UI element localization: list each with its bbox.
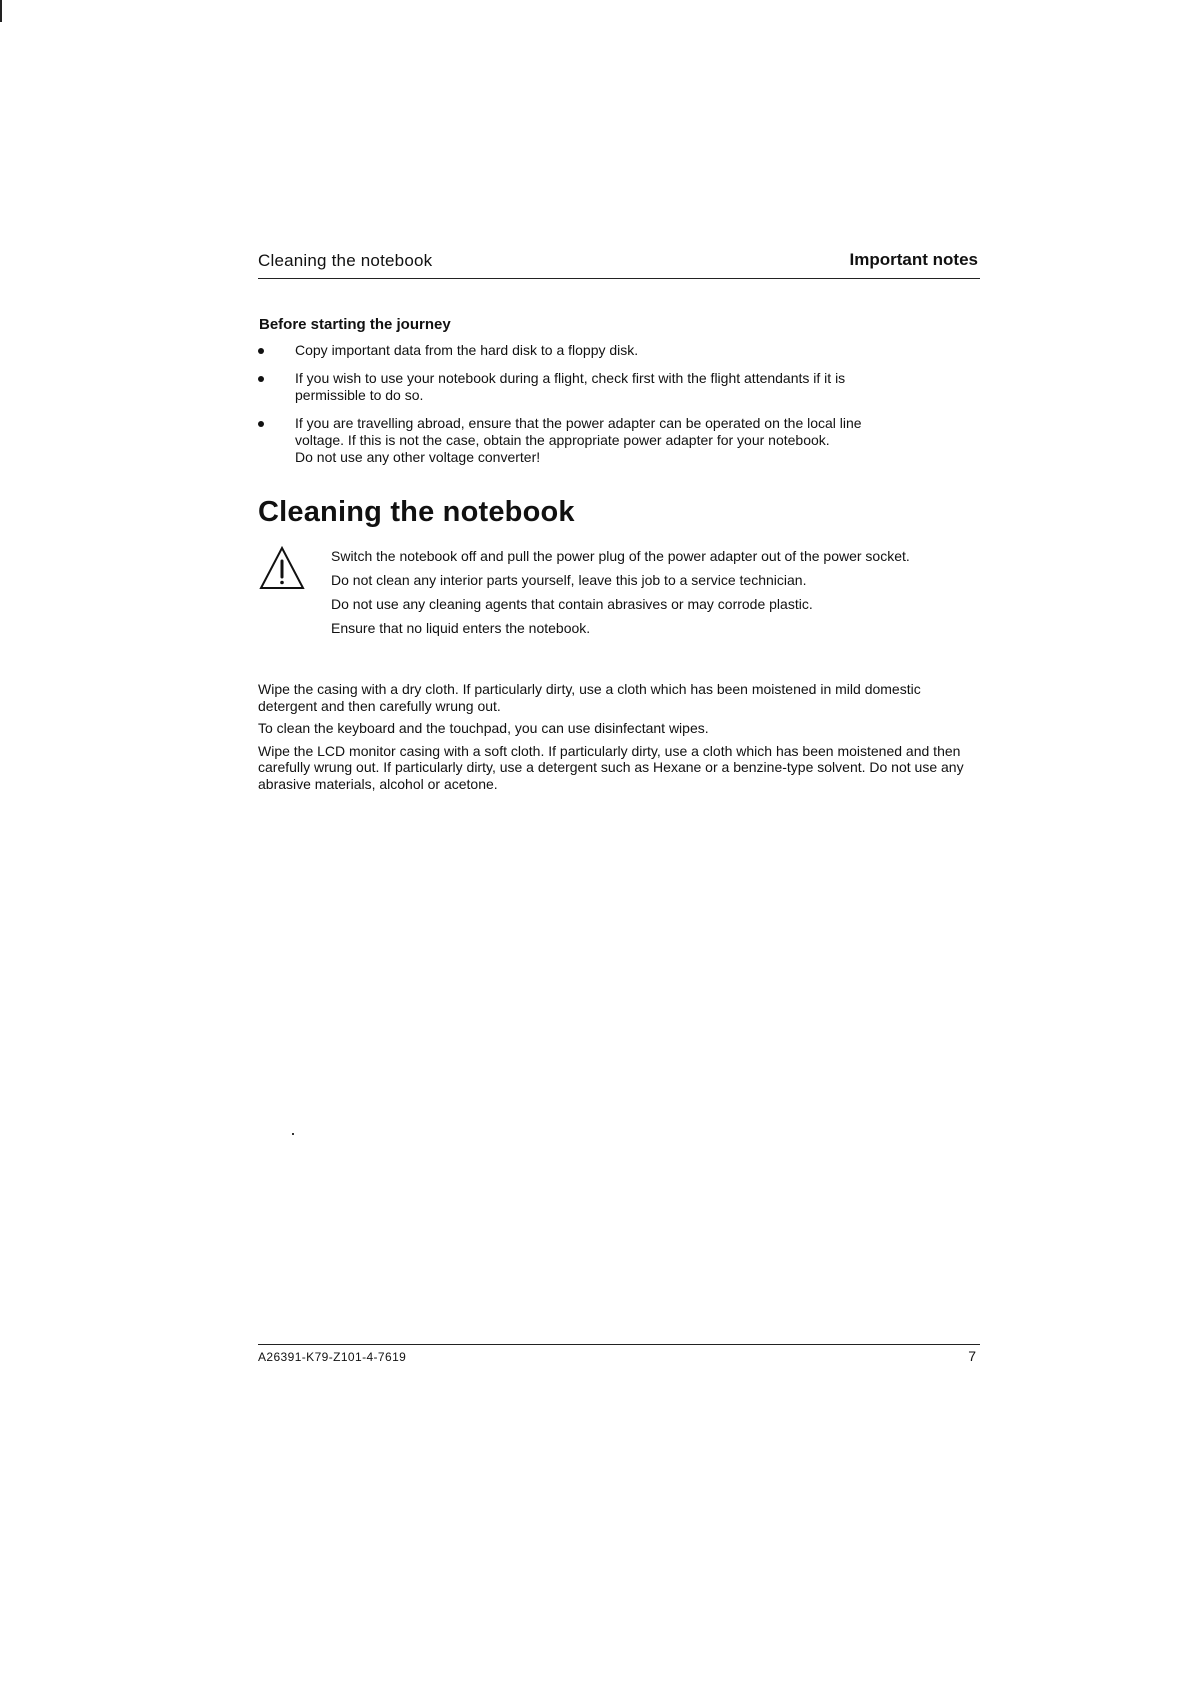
scan-speck xyxy=(292,1133,294,1135)
bullet-text: If you wish to use your notebook during a flight, check first with the flight attendants if it is xyxy=(295,370,846,386)
bullet-icon xyxy=(258,421,264,427)
warning-triangle-icon xyxy=(259,546,305,590)
bullet-text: voltage. If this is not the case, obtain the appropriate power adapter for your notebook. xyxy=(295,432,830,448)
bullet-icon xyxy=(258,376,264,382)
header-section-title: Cleaning the notebook xyxy=(258,251,433,270)
section-title: Cleaning the notebook xyxy=(258,496,575,528)
page-number: 7 xyxy=(968,1348,976,1364)
paragraph: Wipe the LCD monitor casing with a soft cloth. If particularly dirty, use a cloth which has been moistened and then carefully wrung out. If particularly dirty, use a detergent such as Hexane or a benzine-type solvent. Do not use any abrasive materials, alcohol or acetone. xyxy=(258,742,964,792)
document-number: A26391-K79-Z101-4-7619 xyxy=(258,1350,407,1364)
warning-notes xyxy=(331,548,961,644)
header-chapter-title: Important notes xyxy=(849,250,978,269)
journey-heading: Before starting the journey xyxy=(259,316,451,333)
paragraph: Wipe the casing with a dry cloth. If particularly dirty, use a cloth which has been moistened in mild domestic detergent and then carefully wrung out. xyxy=(258,681,921,714)
paragraph: To clean the keyboard and the touchpad, you can use disinfectant wipes. xyxy=(258,720,709,736)
warning-text: Do not clean any interior parts yourself, leave this job to a service technician. xyxy=(331,572,807,588)
list-item xyxy=(258,342,958,359)
warning-text: Do not use any cleaning agents that contain abrasives or may corrode plastic. xyxy=(331,596,813,612)
warning-text: Switch the notebook off and pull the power plug of the power adapter out of the power socket. xyxy=(331,548,910,564)
bullet-text: permissible to do so. xyxy=(295,387,424,403)
bullet-text: Do not use any other voltage converter! xyxy=(295,449,541,465)
journey-bullet-list xyxy=(258,342,958,477)
cleaning-instructions xyxy=(258,681,964,798)
bullet-text: Copy important data from the hard disk to a floppy disk. xyxy=(295,342,639,358)
running-header xyxy=(258,248,980,279)
list-item xyxy=(258,370,958,404)
page-footer xyxy=(258,1344,980,1364)
list-item xyxy=(258,415,958,466)
bullet-text: If you are travelling abroad, ensure that the power adapter can be operated on the local line xyxy=(295,415,862,431)
bullet-icon xyxy=(258,348,264,354)
warning-text: Ensure that no liquid enters the notebook. xyxy=(331,620,591,636)
